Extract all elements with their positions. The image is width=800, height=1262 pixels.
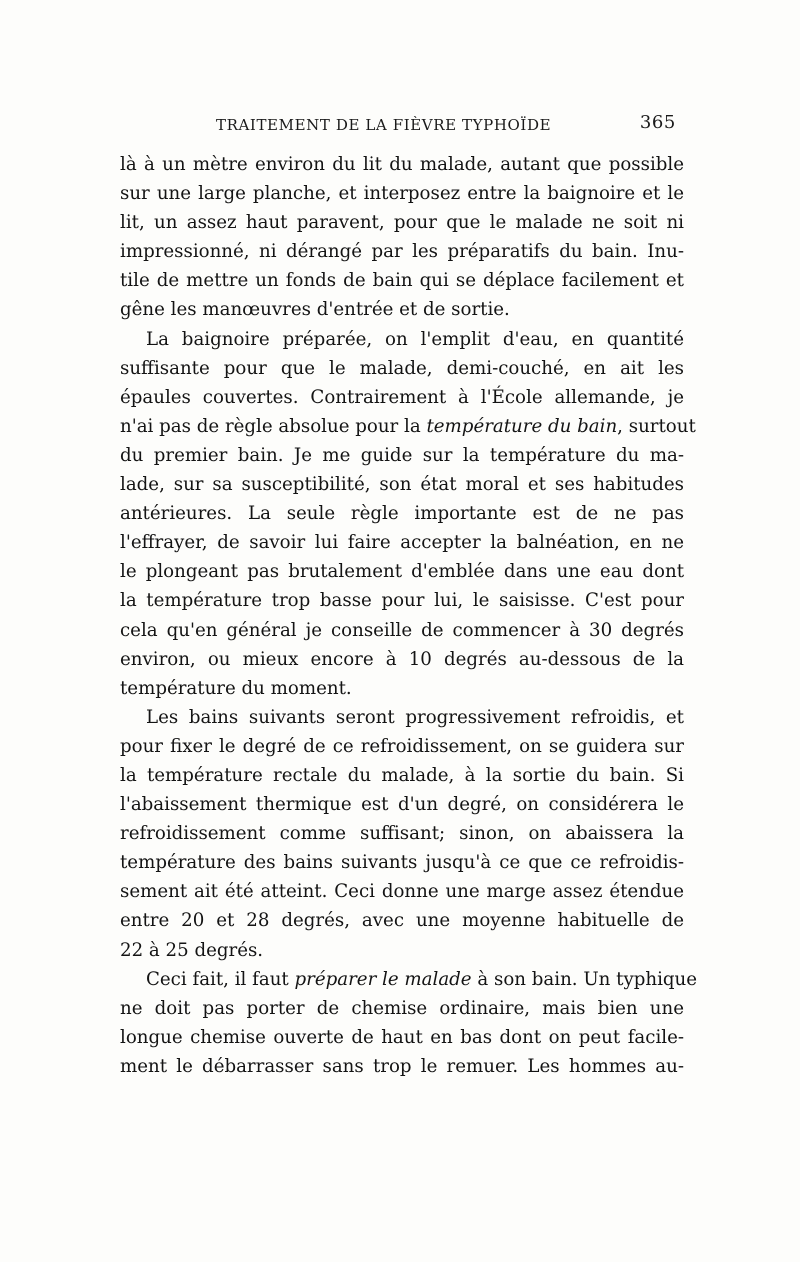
text-line: épaules couvertes. Contrairement à l'École allemande, je (120, 386, 684, 408)
text-line: cela qu'en général je conseille de commencer à 30 degrés (120, 619, 684, 641)
text-line: l'effrayer, de savoir lui faire accepter la balnéation, en ne (120, 532, 684, 554)
text-line: l'abaissement thermique est d'un degré, on considérera le (120, 794, 684, 816)
text-line: sur une large planche, et interposez entre la baignoire et le (120, 183, 684, 205)
text-run: à son bain. Un typhique (471, 968, 698, 990)
text-line: refroidissement comme suffisant; sinon, on abaissera la (120, 823, 684, 845)
text-line: ment le débarrasser sans trop le remuer. Les hommes au- (120, 1055, 684, 1077)
text-line: le plongeant pas brutalement d'emblée dans une eau dont (120, 561, 684, 583)
text-line: environ, ou mieux encore à 10 degrés au-dessous de la (120, 648, 684, 670)
text-line: 22 à 25 degrés. (120, 939, 264, 961)
running-title: TRAITEMENT DE LA FIÈVRE TYPHOÏDE (216, 116, 552, 134)
text-line (120, 965, 698, 994)
text-line: longue chemise ouverte de haut en bas dont on peut facile- (120, 1026, 684, 1048)
text-line: Les bains suivants seront progressivement refroidis, et (146, 706, 684, 728)
text-line: là à un mètre environ du lit du malade, autant que possible (120, 154, 684, 175)
text-line: température des bains suivants jusqu'à ce que ce refroidis- (120, 852, 684, 874)
text-line: impressionné, ni dérangé par les préparatifs du bain. Inu- (120, 241, 684, 263)
text-line: température du moment. (120, 677, 352, 699)
body-text (120, 150, 698, 1081)
text-line: entre 20 et 28 degrés, avec une moyenne habituelle de (120, 910, 684, 932)
text-line: gêne les manœuvres d'entrée et de sortie. (120, 299, 510, 321)
text-line: antérieures. La seule règle importante est de ne pas (120, 503, 684, 525)
text-line: La baignoire préparée, on l'emplit d'eau, en quantité (146, 328, 684, 350)
text-run: , surtout (617, 415, 696, 437)
text-line: lit, un assez haut paravent, pour que le malade ne soit ni (120, 212, 684, 234)
text-line: lade, sur sa susceptibilité, son état moral et ses habitudes (120, 474, 684, 496)
italic-phrase: préparer le malade (294, 968, 472, 990)
text-run: n'ai pas de règle absolue pour la (120, 415, 427, 437)
page-number: 365 (639, 112, 676, 133)
italic-phrase: température du bain (426, 415, 618, 437)
text-line: pour fixer le degré de ce refroidissement, on se guidera sur (120, 735, 684, 757)
running-head (120, 112, 680, 140)
text-run: Ceci fait, il faut (146, 968, 295, 990)
text-line (120, 412, 696, 441)
text-line: du premier bain. Je me guide sur la température du ma- (120, 444, 684, 466)
text-line: suffisante pour que le malade, demi-couché, en ait les (120, 357, 684, 379)
text-line: la température rectale du malade, à la sortie du bain. Si (120, 764, 684, 786)
text-line: ne doit pas porter de chemise ordinaire, mais bien une (120, 997, 684, 1019)
text-line: tile de mettre un fonds de bain qui se déplace facilement et (120, 270, 684, 292)
text-line: sement ait été atteint. Ceci donne une marge assez étendue (120, 881, 684, 903)
text-line: la température trop basse pour lui, le saisisse. C'est pour (120, 590, 684, 612)
